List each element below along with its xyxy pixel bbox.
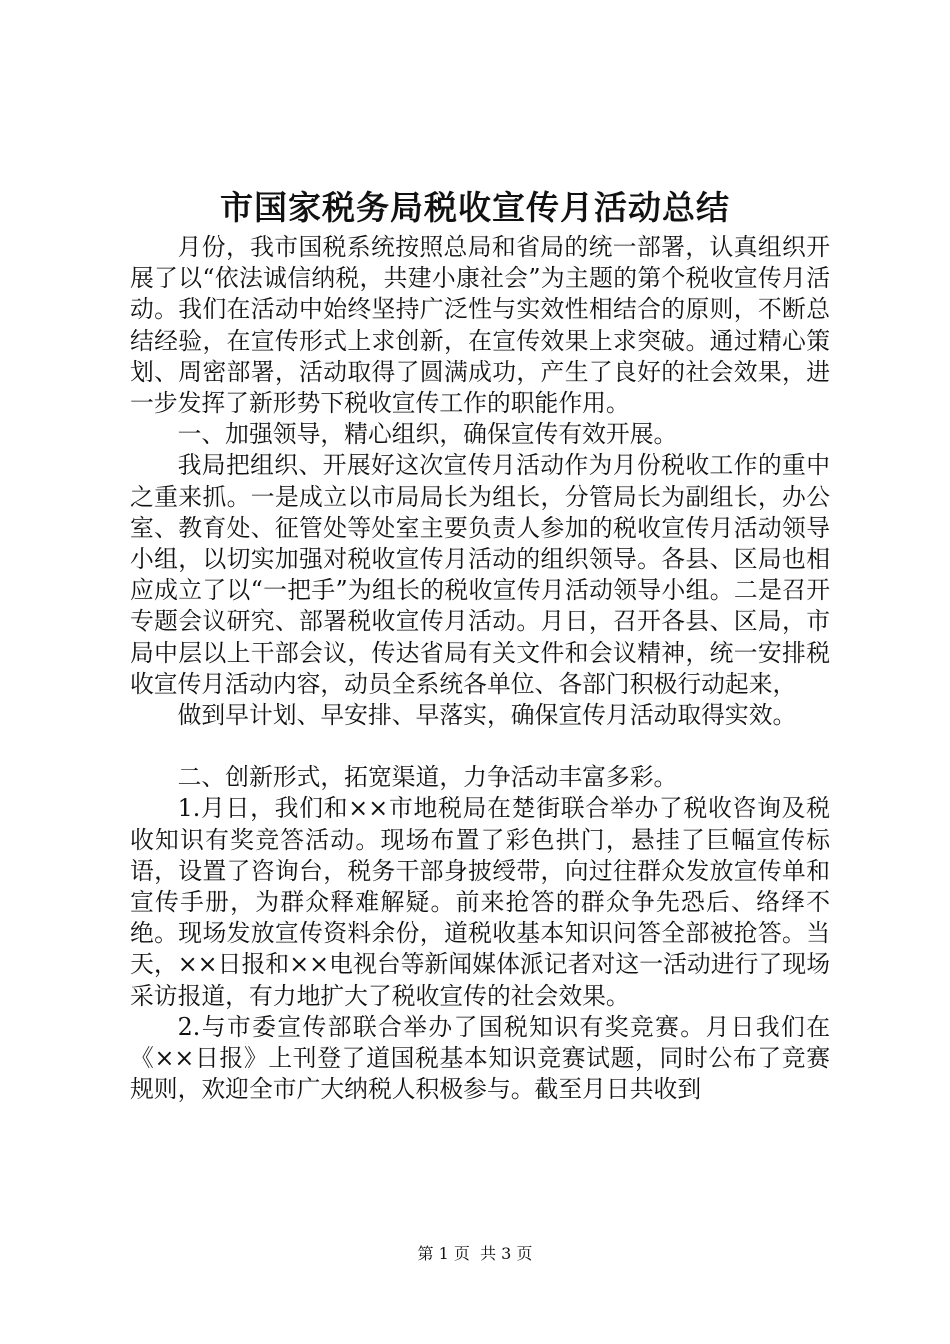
section-heading-2: 二、创新形式，拓宽渠道，力争活动丰富多彩。 [177,763,678,792]
paragraph-item-2: 2.与市委宣传部联合举办了国税知识有奖竞赛。月日我们在《××日报》上刊登了道国税基本知识竞赛试题，同时公布了竞赛规则，欢迎全市广大纳税人积极参与。截至月日共收到 [130,1012,830,1104]
section-heading-1: 一、加强领导，精心组织，确保宣传有效开展。 [177,420,678,449]
paragraph-intro: 月份，我市国税系统按照总局和省局的统一部署，认真组织开展了以“依法诚信纳税，共建小康社会”为主题的第个税收宣传月活动。我们在活动中始终坚持广泛性与实效性相结合的原则，不断总结经验，在宣传形式上求创新，在宣传效果上求突破。通过精心策划、周密部署，活动取得了圆满成功，产生了良好的社会效果，进一步发挥了新形势下税收宣传工作的职能作用。 [130,233,830,418]
paragraph-gap [130,731,830,762]
document-body [130,232,830,1105]
document-title: 市国家税务局税收宣传月活动总结 [220,188,730,227]
paragraph-leadership: 我局把组织、开展好这次宣传月活动作为月份税收工作的重中之重来抓。一是成立以市局局长为组长，分管局长为副组长，办公室、教育处、征管处等处室主要负责人参加的税收宣传月活动领导小组，以切实加强对税收宣传月活动的组织领导。各县、区局也相应成立了以“一把手”为组长的税收宣传月活动领导小组。二是召开专题会议研究、部署税收宣传月活动。月日，召开各县、区局，市局中层以上干部会议，传达省局有关文件和会议精神，统一安排税收宣传月活动内容，动员全系统各单位、各部门积极行动起来， [130,451,830,698]
page-footer [0,1244,950,1264]
paragraph-implementation: 做到早计划、早安排、早落实，确保宣传月活动取得实效。 [177,701,797,730]
paragraph-item-1: 1.月日，我们和××市地税局在楚街联合举办了税收咨询及税收知识有奖竞答活动。现场布置了彩色拱门，悬挂了巨幅宣传标语，设置了咨询台，税务干部身披绶带，向过往群众发放宣传单和宣传手册，为群众释难解疑。前来抢答的群众争先恐后、络绎不绝。现场发放宣传资料余份，道税收基本知识问答全部被抢答。当天，××日报和××电视台等新闻媒体派记者对这一活动进行了现场采访报道，有力地扩大了税收宣传的社会效果。 [130,794,830,1010]
page-number: 第 1 页 共 3 页 [417,1244,533,1263]
